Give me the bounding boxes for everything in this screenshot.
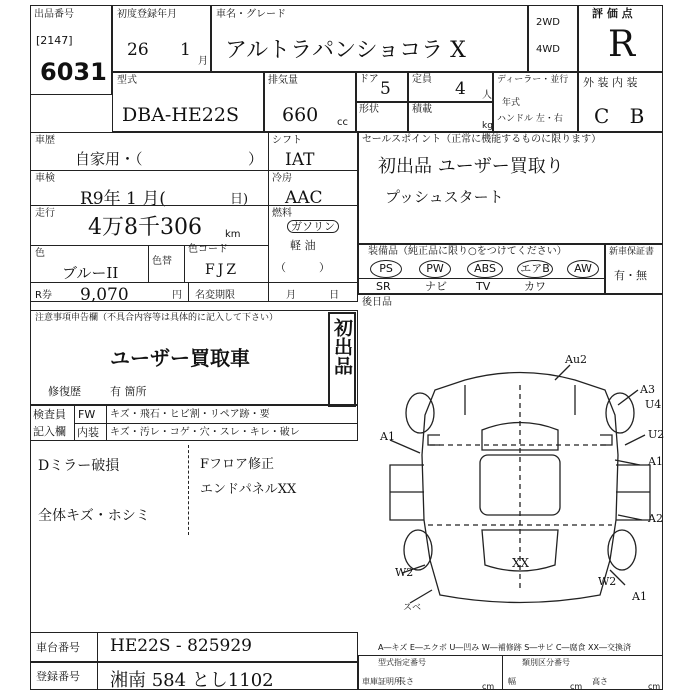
remark-endpanel: エンドパネルXX (200, 482, 297, 497)
inspection-value: R9年 1 月( (80, 189, 166, 209)
first-reg-month-unit: 月 (198, 56, 208, 67)
load-label: 積載 (412, 104, 432, 115)
drive-2wd: 2WD (536, 17, 560, 28)
drive-4wd: 4WD (536, 44, 560, 55)
divider (74, 423, 358, 424)
grade-value: R (608, 24, 636, 65)
divider (188, 282, 189, 302)
equip-navi: ナビ (425, 280, 447, 293)
recycle-unit: 円 (172, 290, 182, 301)
notes-main: ユーザー買取車 (110, 346, 250, 370)
class-close: ） (248, 150, 264, 168)
first-reg-label: 初度登録年月 (117, 9, 177, 20)
shift-value: IAT (285, 150, 315, 170)
equip-airbag: エアB (517, 260, 553, 278)
reg-value: 湘南 584 とし1102 (110, 670, 274, 691)
doors-label: ドア (359, 74, 379, 85)
remark-overall: 全体キズ・ホシミ (38, 508, 150, 524)
size-length: 長さ (398, 677, 414, 686)
fuel-paren: （ ） (275, 261, 330, 274)
size-height: 高さ (592, 677, 608, 686)
divider (268, 132, 269, 302)
legend: A―キズ E―エクボ U―凹み W―補修跡 S―サビ C―腐食 XX―交換済 (378, 643, 632, 652)
lot-label: 出品番号 (34, 9, 74, 20)
fuel-option-gasoline: ガソリン (287, 220, 339, 233)
color-label: 色 (35, 248, 45, 259)
mileage-label: 走行 (35, 208, 55, 219)
cm-unit: cm (570, 682, 583, 691)
displacement-label: 排気量 (268, 75, 298, 86)
capacity-label: 定員 (412, 74, 432, 85)
class-value: 自家用・（ (75, 150, 143, 168)
color-code-label: 色コード (188, 244, 228, 255)
fuel-option-diesel: 軽 油 (290, 239, 316, 252)
inspection-label: 車検 (35, 173, 55, 184)
equipment-label: 装備品（純正品に限り○をつけてください） (368, 246, 567, 257)
seat-label: 後日品 (362, 297, 392, 308)
damage-code: Au2 (565, 353, 588, 366)
cm-unit: cm (648, 682, 661, 691)
cm-unit: cm (482, 682, 495, 691)
remark-floor: Fフロア修正 (200, 457, 275, 472)
sales-line2: プッシュスタート (385, 188, 504, 206)
reg-label: 登録番号 (36, 670, 80, 683)
drive-box (528, 5, 578, 72)
equip-ps: PS (370, 260, 402, 278)
dealer-label: ディーラー・並行 (497, 75, 569, 85)
damage-code: A1 (380, 430, 395, 443)
doors-value: 5 (380, 79, 391, 99)
class-label: 車歴 (35, 135, 55, 146)
equip-pw: PW (419, 260, 451, 278)
inspection-close: 日) (230, 192, 249, 207)
divider (30, 170, 358, 171)
cooling-label: 冷房 (272, 173, 292, 184)
damage-code: W2 (598, 575, 617, 588)
damage-code: W2 (395, 566, 414, 579)
inspector-label1: 検査員 (33, 408, 66, 421)
lot-number: 6031 (40, 58, 107, 86)
handle-label: ハンドル 左・右 (497, 114, 563, 124)
new-car-label: 新車保証書 (609, 247, 655, 257)
mileage-value: 4万8千306 (88, 215, 202, 240)
divider (30, 282, 358, 283)
chassis-cert-label: 車庫証明所 (362, 677, 402, 686)
equip-tv: TV (476, 280, 491, 293)
capacity-unit: 人 (482, 90, 492, 101)
cooling-value: AAC (285, 188, 323, 208)
shape-label: 形状 (359, 104, 379, 115)
divider (30, 245, 268, 246)
remark-mirror: Dミラー破損 (38, 458, 120, 474)
model-label: 型式 (117, 75, 137, 86)
divider (148, 245, 149, 282)
inspector-interior: 内装 (77, 426, 99, 439)
damage-code: A1 (632, 590, 647, 603)
damage-code: A1 (648, 455, 663, 468)
ext-int-label: 外 装 内 装 (583, 76, 638, 89)
car-name: アルトラパンショコラ X (225, 38, 466, 63)
name-change-label: 名変期限 (195, 290, 235, 301)
recycle-value: 9,070 (80, 285, 129, 305)
equip-aw: AW (567, 260, 599, 278)
repair-label: 修復歴 (48, 385, 81, 398)
inspector-interior-items: キズ・汚レ・コゲ・穴・スレ・キレ・破レ (110, 427, 300, 438)
lot-code: [2147] (36, 34, 73, 47)
year-label: 年式 (502, 98, 521, 108)
divider (502, 655, 503, 690)
inspector-label2: 記入欄 (33, 425, 66, 438)
damage-code: A3 (640, 383, 655, 396)
inspector-fw: FW (78, 408, 96, 421)
capacity-value: 4 (455, 79, 466, 99)
size-width: 幅 (508, 677, 516, 686)
color-code-value: FJZ (205, 262, 240, 278)
damage-code: スベ (403, 603, 422, 613)
name-change-unit: 月 日 (286, 290, 340, 301)
repair-value: 有 箇所 (110, 385, 147, 398)
equip-leather: カワ (524, 280, 546, 293)
first-reg-month: 1 (180, 40, 191, 60)
color-change-label: 色替 (152, 256, 172, 267)
model-value: DBA-HE22S (122, 104, 239, 126)
divider (358, 294, 663, 295)
divider (184, 245, 185, 282)
divider (188, 445, 189, 535)
notes-label: 注意事項申告欄（不具合内容等は具体的に記入して下さい） (35, 313, 279, 323)
ext-int-value: C B (594, 104, 645, 128)
damage-code: U4 (645, 398, 662, 411)
category-label: 類別区分番号 (522, 658, 570, 667)
sales-line1: 初出品 ユーザー買取り (378, 156, 564, 177)
damage-code: XX (512, 556, 530, 570)
load-unit: kg (482, 121, 493, 131)
equip-abs: ABS (467, 260, 503, 278)
format-label: 型式指定番号 (378, 658, 426, 667)
equip-sr: SR (376, 280, 391, 293)
car-name-label: 車名・グレード (216, 9, 286, 20)
inspector-fw-items: キズ・飛石・ヒビ割・リペア跡・要 (110, 409, 270, 420)
fuel-label: 燃料 (272, 208, 292, 219)
displacement-value: 660 (282, 104, 319, 126)
displacement-unit: cc (337, 117, 348, 128)
chassis-label: 車台番号 (36, 641, 80, 654)
sales-label: セールスポイント（正常に機能するものに限ります） (362, 134, 602, 145)
color-value: ブルーII (62, 264, 119, 282)
damage-code: U2 (648, 428, 665, 441)
chassis-value: HE22S - 825929 (110, 636, 252, 656)
shift-label: シフト (272, 135, 302, 146)
damage-code: A2 (648, 512, 663, 525)
mileage-unit: km (225, 229, 241, 240)
divider (358, 278, 605, 279)
car-damage-diagram (370, 345, 665, 620)
first-listing-text: 初出品 (331, 318, 353, 375)
first-reg-year: 26 (127, 40, 149, 60)
divider (30, 205, 358, 206)
grade-label: 評 価 点 (592, 7, 633, 20)
recycle-label: R券 (35, 290, 52, 301)
new-car-value: 有・無 (614, 269, 647, 282)
